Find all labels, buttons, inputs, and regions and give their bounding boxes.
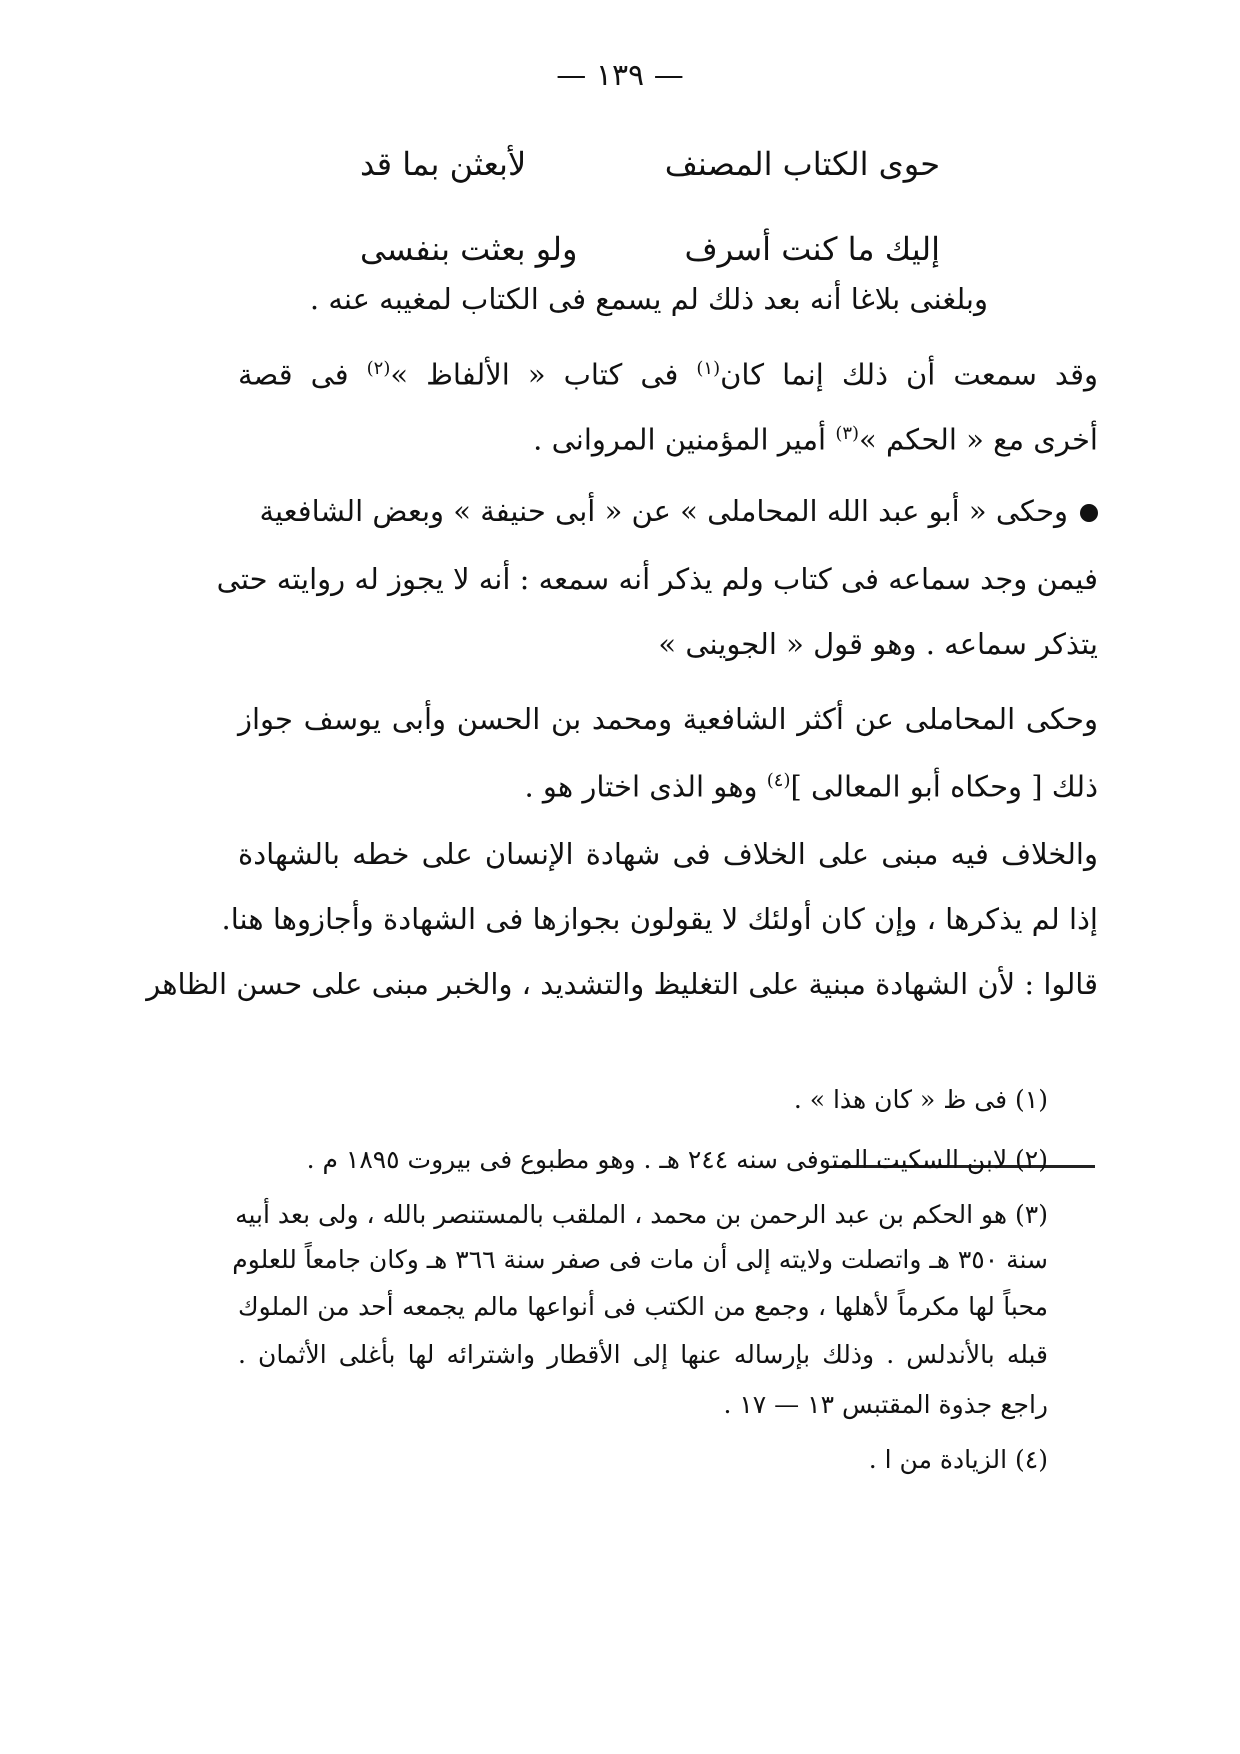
paragraph-3-line-1: وحكى « أبو عبد الله المحاملى » عن « أبى حنيفة » وبعض الشافعية bbox=[259, 497, 1098, 526]
footnote-3-line-4: قبله بالأندلس . وذلك بإرساله عنها إلى الأقطار واشترائه لها بأغلى الأثمان . bbox=[238, 1340, 1048, 1369]
footnote-3-line-5: راجع جذوة المقتبس ١٣ — ١٧ . bbox=[723, 1390, 1048, 1419]
paragraph-5-line-2: إذا لم يذكرها ، وإن كان أولئك لا يقولون بجوازها فى الشهادة وأجازوها هنا. bbox=[221, 902, 1098, 936]
verse-1-second-hemistich: حوى الكتاب المصنف bbox=[664, 145, 940, 183]
footnote-4: (٤) الزيادة من ا . bbox=[868, 1445, 1048, 1474]
paragraph-2-line-2: أخرى مع « الحكم »$^{(٣)}$ أمير المؤمنين المروانى . bbox=[533, 422, 1098, 457]
footnote-ref-3: (٣) bbox=[835, 423, 860, 444]
footnote-3-line-1: (٣) هو الحكم بن عبد الرحمن بن محمد ، الملقب بالمستنصر بالله ، ولى بعد أبيه bbox=[235, 1200, 1048, 1229]
paragraph-5-line-1: والخلاف فيه مبنى على الخلاف فى شهادة الإنسان على خطه بالشهادة bbox=[238, 837, 1098, 871]
paragraph-4-line-1: وحكى المحاملى عن أكثر الشافعية ومحمد بن الحسن وأبى يوسف جواز bbox=[238, 702, 1098, 736]
paragraph-4-line-2: ذلك [ وحكاه أبو المعالى ]$^{(٤)}$ وهو الذى اختار هو . bbox=[524, 769, 1098, 804]
footnote-ref-1: (١) bbox=[696, 358, 721, 379]
footnote-3-line-2: سنة ٣٥٠ هـ واتصلت ولايته إلى أن مات فى صفر سنة ٣٦٦ هـ وكان جامعاً للعلوم bbox=[232, 1245, 1048, 1274]
bullet-marker bbox=[1080, 504, 1098, 522]
paragraph-1: وبلغنى بلاغا أنه بعد ذلك لم يسمع فى الكتاب لمغيبه عنه . bbox=[309, 282, 988, 316]
verse-1-first-hemistich: لأبعثن بما قد bbox=[360, 145, 527, 183]
verse-2-second-hemistich: إليك ما كنت أسرف bbox=[684, 230, 940, 268]
paragraph-3-line-2: فيمن وجد سماعه فى كتاب ولم يذكر أنه سمعه : أنه لا يجوز له روايته حتى bbox=[216, 562, 1098, 596]
footnote-1: (١) فى ظ « كان هذا » . bbox=[793, 1085, 1048, 1114]
page-number: — ١٣٩ — bbox=[556, 58, 684, 93]
verse-line-2 bbox=[360, 230, 940, 268]
verse-line-1 bbox=[360, 145, 940, 183]
verse-2-first-hemistich: ولو بعثت بنفسى bbox=[360, 230, 578, 268]
footnote-ref-4: (٤) bbox=[766, 770, 791, 791]
paragraph-5-line-3: قالوا : لأن الشهادة مبنية على التغليظ والتشديد ، والخبر مبنى على حسن الظاهر bbox=[146, 967, 1098, 1001]
paragraph-2-line-1: وقد سمعت أن ذلك إنما كان$^{(١)}$ فى كتاب « الألفاظ »$^{(٢)}$ فى قصة bbox=[238, 357, 1099, 392]
footnote-3-line-3: محباً لها مكرماً لأهلها ، وجمع من الكتب فى أنواعها مالم يجمعه أحد من الملوك bbox=[238, 1292, 1048, 1321]
footnote-2: (٢) لابن السكيت المتوفى سنه ٢٤٤ هـ . وهو مطبوع فى بيروت ١٨٩٥ م . bbox=[306, 1145, 1048, 1174]
paragraph-3-line-3: يتذكر سماعه . وهو قول « الجوينى » bbox=[658, 627, 1098, 661]
footnote-ref-2: (٢) bbox=[366, 358, 391, 379]
